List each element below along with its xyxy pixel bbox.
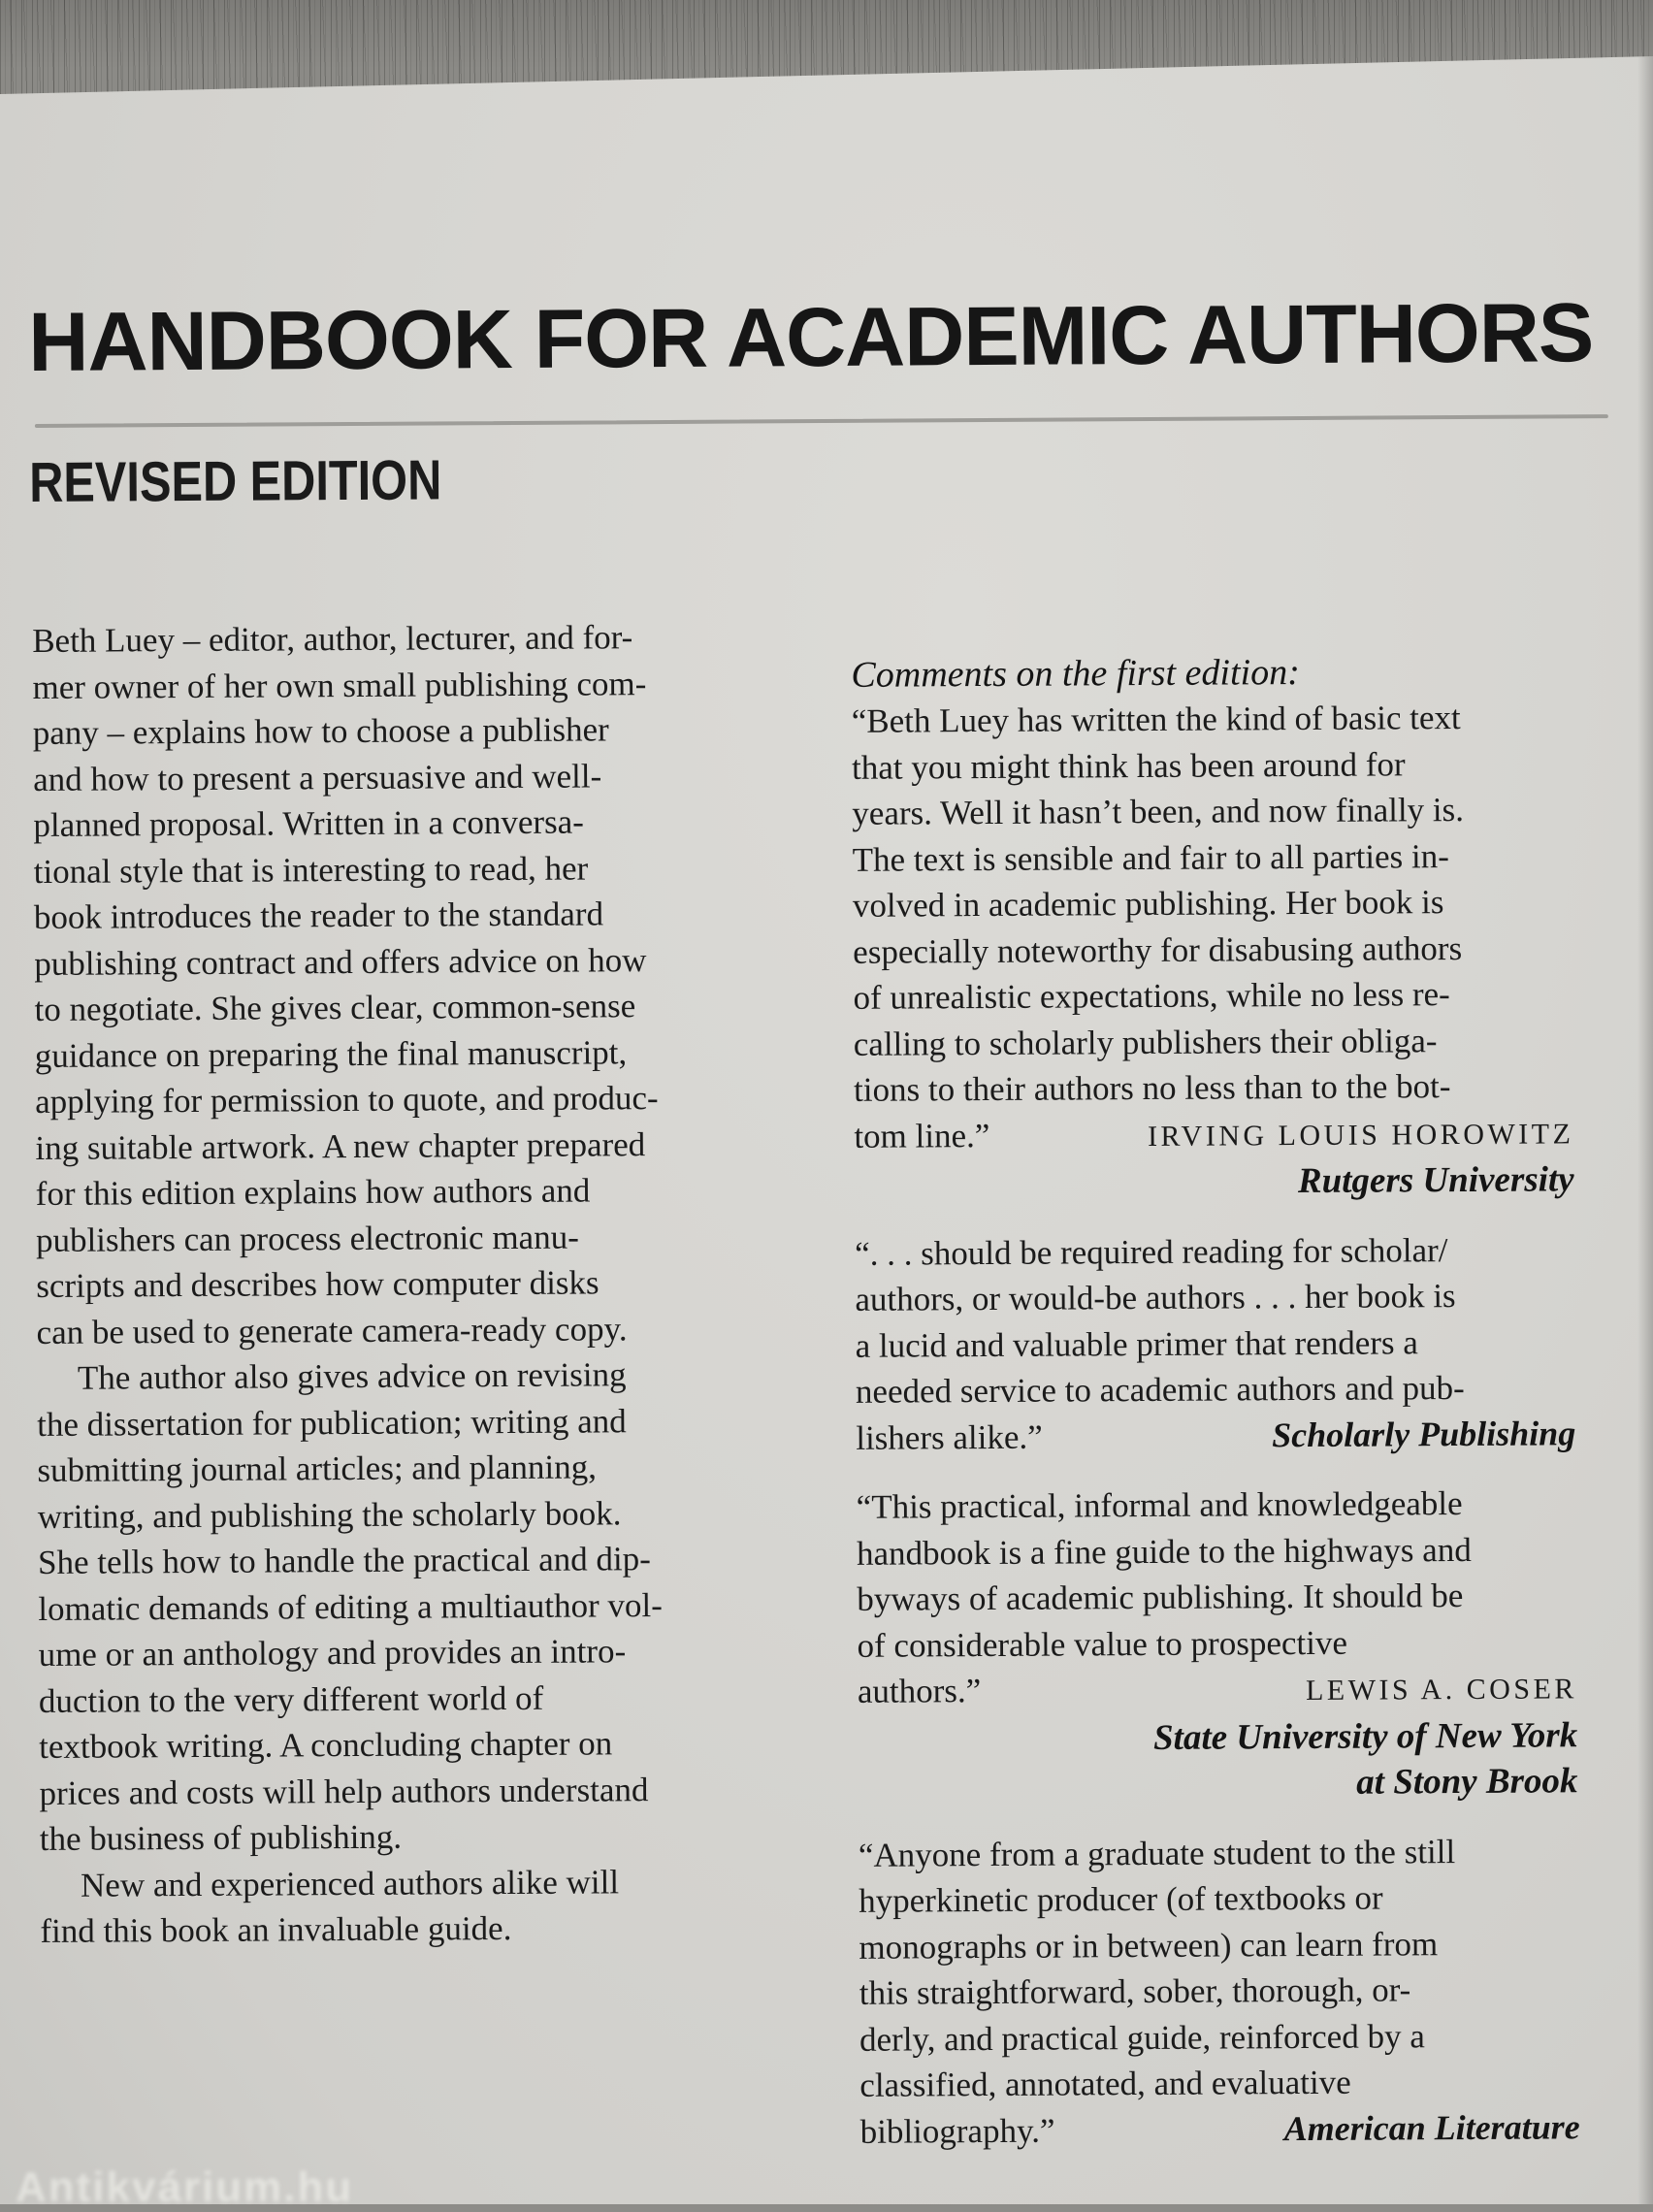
review-quote-3 [857,1480,1611,1808]
quote-last-line: bibliography.” [859,2111,1055,2151]
review-source: Scholarly Publishing [1272,1413,1576,1454]
edition-label: REVISED EDITION [29,448,442,515]
quote-text: “Anyone from a graduate student to the still hyperkinetic producer (of textbooks or monographs or in between) can learn from this straightforward, sober, thorough, or- derly, and practical guide, reinforced by a classified, annotated, and evaluative [858,1832,1456,2104]
text-columns [32,608,1613,2183]
reviewer-affiliation-2: at Stony Brook [1356,1761,1578,1803]
quote-attribution-row [854,1109,1606,1161]
description-paragraph-1: Beth Luey – editor, author, lecturer, and for- mer owner of her own small publishing com- pany – explains how to choose a publisher and how to present a persuasive and well- planned proposal. Written in a conversa- tional style that is interesting to read, her book introduces the reader to the standard publishing contract and offers advice on how to negotiate. She gives clear, common-sense guidance on preparing the final manuscript, applying for permission to quote, and produc- ing suitable artwork. A new chapter prepared for this edition explains how authors and publishers can process electronic manu- scripts and describes how computer disks can be used to generate camera-ready copy. [32,618,659,1351]
description-column [32,613,791,2183]
reviews-column [851,608,1613,2178]
review-source: American Literature [1283,2106,1580,2148]
reviewer-affiliation: Rutgers University [1297,1159,1574,1202]
comments-heading: Comments on the first edition: [851,652,1300,696]
quote-text: “. . . should be required reading for scholar/ authors, or would-be authors . . . her book is a lucid and valuable primer that renders a needed service to academic authors and pub- [854,1230,1465,1411]
quote-attribution-row [858,1664,1610,1716]
divider-rule [35,414,1608,428]
description-paragraph-3: New and experienced authors alike will find this book an invaluable guide. [40,1862,620,1950]
review-quote-2 [855,1226,1608,1461]
quote-attribution-row [856,1411,1608,1461]
description-paragraph-2: The author also gives advice on revising the dissertation for publication; writing and submitting journal articles; and planning, writing, and publishing the scholarly book. She tells how to handle the practical and dip- lomatic demands of editing a multiauthor vol- ume or an anthology and provides an intro- duction to the very different world of textbook writing. A concluding chapter on prices and costs will help authors understand the business of publishing. [37,1355,663,1858]
book-title: HANDBOOK FOR ACADEMIC AUTHORS [28,286,1594,390]
review-quote-4 [859,1828,1613,2155]
review-quote-1 [852,694,1607,1207]
reviewer-name: LEWIS A. COSER [1305,1673,1577,1708]
quote-attribution-row [860,2104,1613,2155]
quote-last-line: authors.” [857,1672,982,1710]
quote-last-line: tom line.” [854,1116,990,1155]
quote-last-line: lishers alike.” [856,1417,1043,1457]
quote-text: “Beth Luey has written the kind of basic text that you might think has been around for years. Well it hasn’t been, and now finally is. The text is sensible and fair to all parties in- volved in academic publishing. Her book is especially noteworthy for disabusing authors of unrealistic expectations, while no less re- calling to scholarly publishers their obliga- tions to their authors no less than to the bot- [851,699,1465,1109]
reviewer-affiliation: State University of New York [1152,1714,1578,1758]
quote-text: “This practical, informal and knowledgeable handbook is a fine guide to the highways and byways of academic publishing. It should be of considerable value to prospective [856,1484,1472,1665]
reviewer-name: IRVING LOUIS HOROWITZ [1147,1117,1574,1153]
watermark: Antikvárium.hu [16,2163,354,2211]
